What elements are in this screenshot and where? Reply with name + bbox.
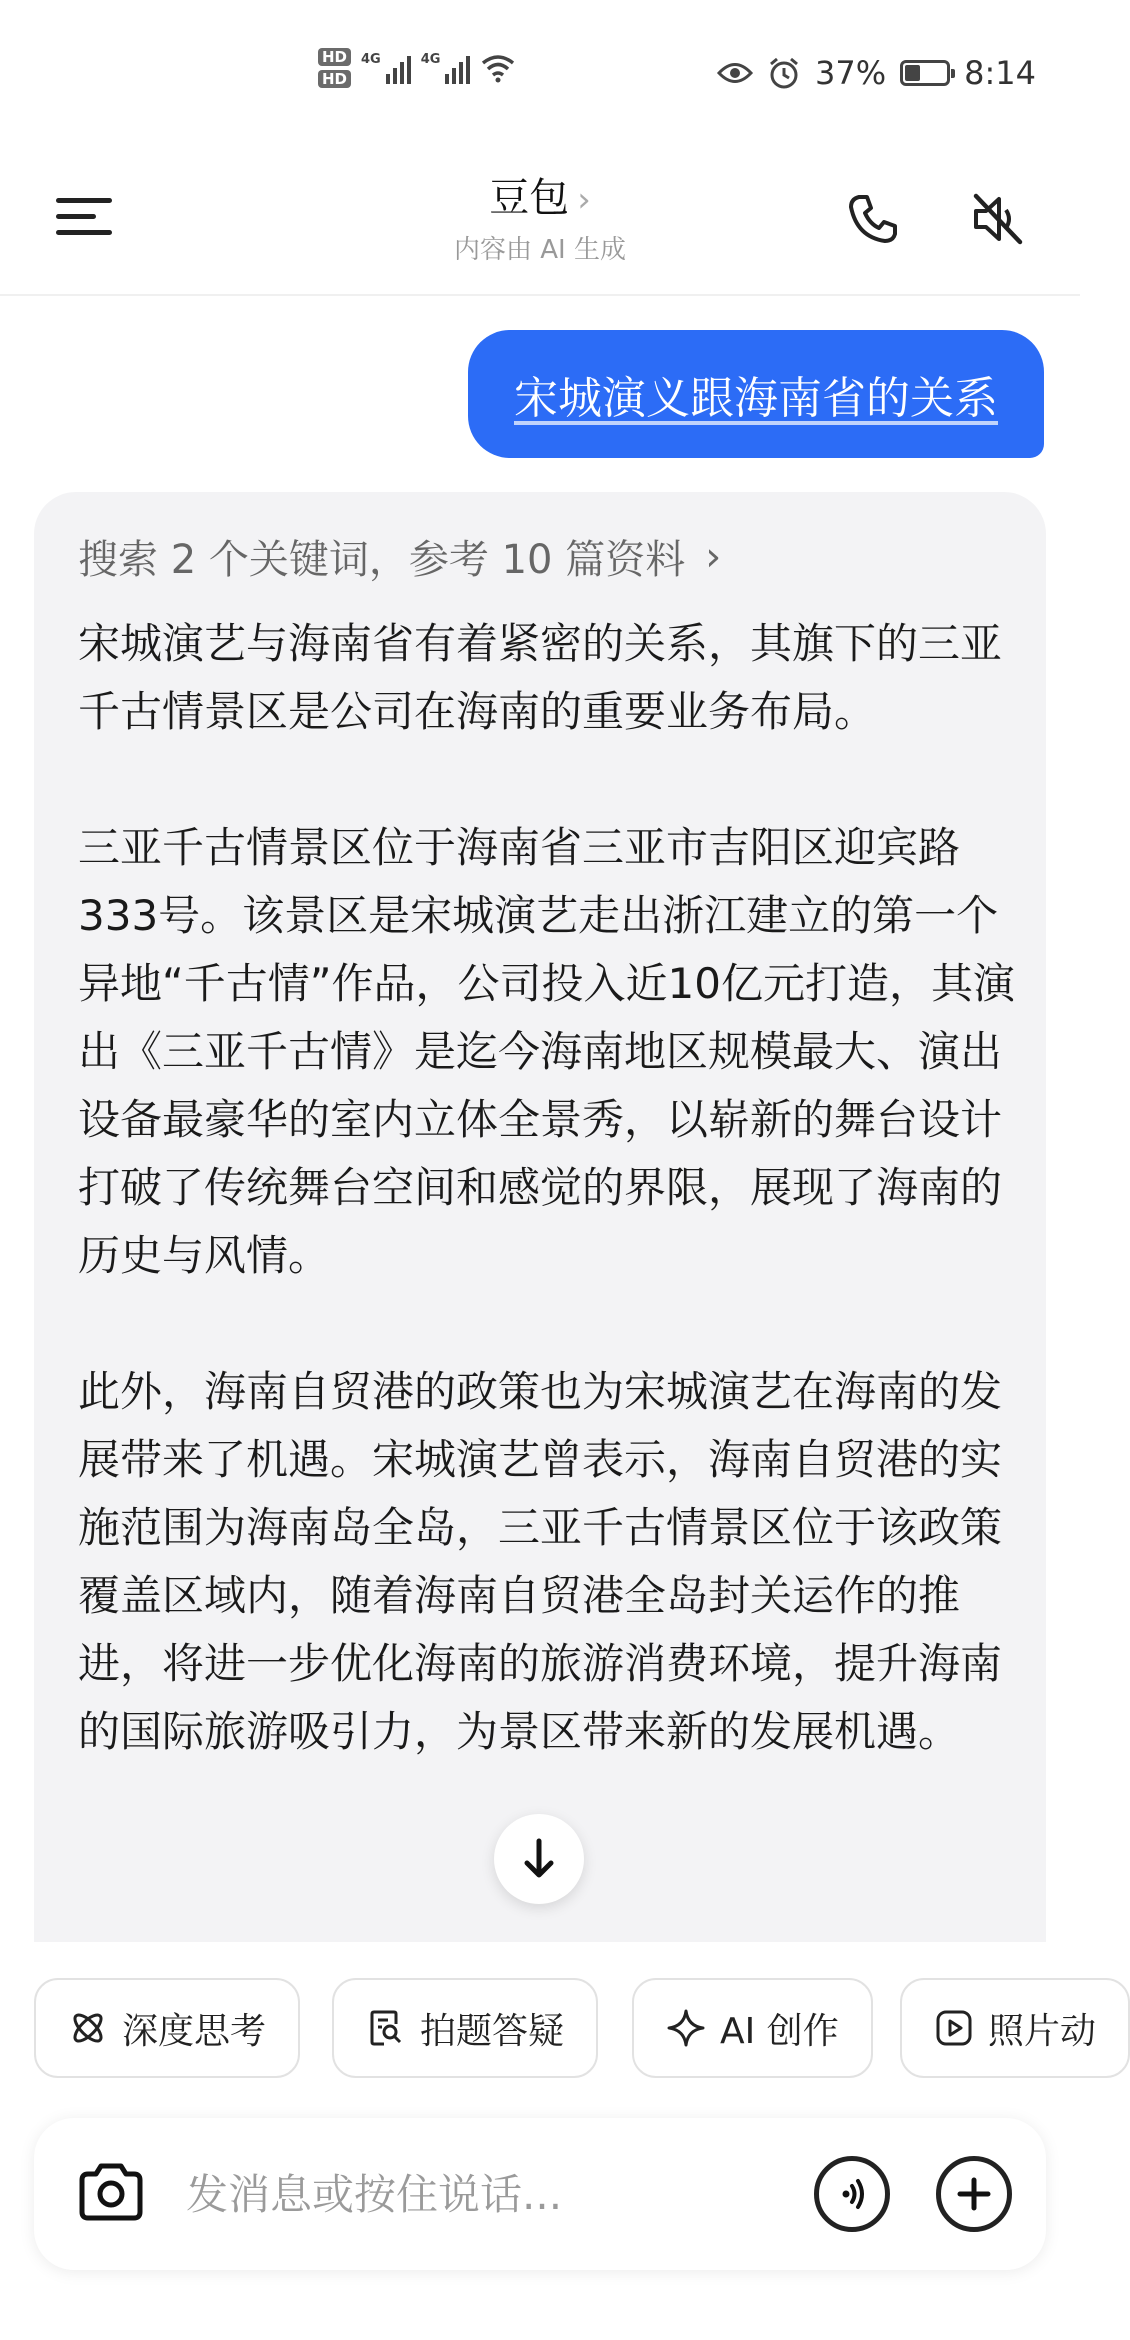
photo-question-chip[interactable] [332, 1978, 598, 2078]
deep-think-chip[interactable] [34, 1978, 300, 2078]
play-icon [934, 2008, 974, 2048]
message-input[interactable] [186, 2154, 806, 2234]
page-title[interactable] [0, 166, 1080, 223]
user-message-bubble[interactable] [468, 330, 1044, 458]
battery-icon [900, 60, 950, 86]
title-text: 豆包 [489, 175, 570, 221]
alarm-icon [767, 56, 801, 90]
chat-header [0, 150, 1080, 296]
eye-icon [717, 60, 753, 86]
photo-question-label: 拍题答疑 [420, 2010, 565, 2052]
scroll-down-button[interactable] [494, 1814, 584, 1904]
hd1-label: HD [318, 48, 351, 66]
references-link[interactable] [78, 528, 721, 585]
photo-animate-chip[interactable] [900, 1978, 1130, 2078]
paragraph-3: 此外，海南自贸港的政策也为宋城演艺在海南的发展带来了机遇。宋城演艺曾表示，海南自贸港的实施范围为海南岛全岛，三亚千古情景区位于该政策覆盖区域内，随着海南自贸港全岛封关运作的推进，将进一步优化海南的旅游消费环境，提升海南的国际旅游吸引力，为景区带来新的发展机遇。 [78, 1367, 1003, 1756]
paragraph-2: 三亚千古情景区位于海南省三亚市吉阳区迎宾路333号。该景区是宋城演艺走出浙江建立的第一个异地“千古情”作品，公司投入近10亿元打造，其演出《三亚千古情》是迄今海南地区规模最大、演出设备最豪华的室内立体全景秀，以崭新的舞台设计打破了传统舞台空间和感觉的界限，展现了海南的历史与风情。 [78, 823, 1015, 1280]
photo-animate-label: 照片动 [988, 2010, 1097, 2052]
references-text: 搜索 2 个关键词，参考 10 篇资料 [78, 537, 686, 583]
plus-icon [954, 2174, 994, 2214]
sparkle-icon [666, 2008, 706, 2048]
battery-fill [905, 65, 920, 81]
user-message-text: 宋城演义跟海南省的关系 [514, 373, 998, 424]
ai-disclaimer: 内容由 AI 生成 [454, 235, 626, 265]
hd-indicator [318, 48, 351, 88]
ai-create-chip[interactable] [632, 1978, 873, 2078]
camera-icon[interactable] [74, 2156, 148, 2230]
hd2-label: HD [318, 70, 351, 88]
voice-wave-icon [832, 2174, 872, 2214]
wifi-icon [480, 53, 516, 83]
paragraph-1: 宋城演艺与海南省有着紧密的关系，其旗下的三亚千古情景区是公司在海南的重要业务布局。 [78, 619, 1003, 736]
ai-create-label: AI 创作 [720, 2010, 839, 2052]
speaker-muted-icon[interactable] [962, 184, 1032, 254]
quick-actions-bar [0, 1942, 1097, 2082]
clock: 8:14 [964, 54, 1036, 92]
header-title-area[interactable] [0, 166, 1080, 266]
status-right [717, 54, 1036, 92]
signal-2-icon: 4G [421, 52, 471, 84]
status-bar [0, 0, 1080, 150]
atom-icon [68, 2008, 108, 2048]
title-chevron-icon: › [577, 180, 591, 220]
search-doc-icon [366, 2008, 406, 2048]
add-button[interactable] [936, 2156, 1012, 2232]
status-left [318, 48, 516, 88]
phone-icon[interactable] [838, 184, 908, 254]
message-input-bar [34, 2118, 1046, 2270]
battery-percent: 37% [815, 54, 887, 92]
deep-think-label: 深度思考 [122, 2010, 267, 2052]
references-chevron-icon: › [705, 533, 722, 580]
arrow-down-icon [519, 1837, 559, 1881]
ai-message-content [78, 610, 1018, 1834]
ai-message-card [34, 492, 1046, 1942]
voice-button[interactable] [814, 2156, 890, 2232]
signal-1-icon: 4G [361, 52, 411, 84]
